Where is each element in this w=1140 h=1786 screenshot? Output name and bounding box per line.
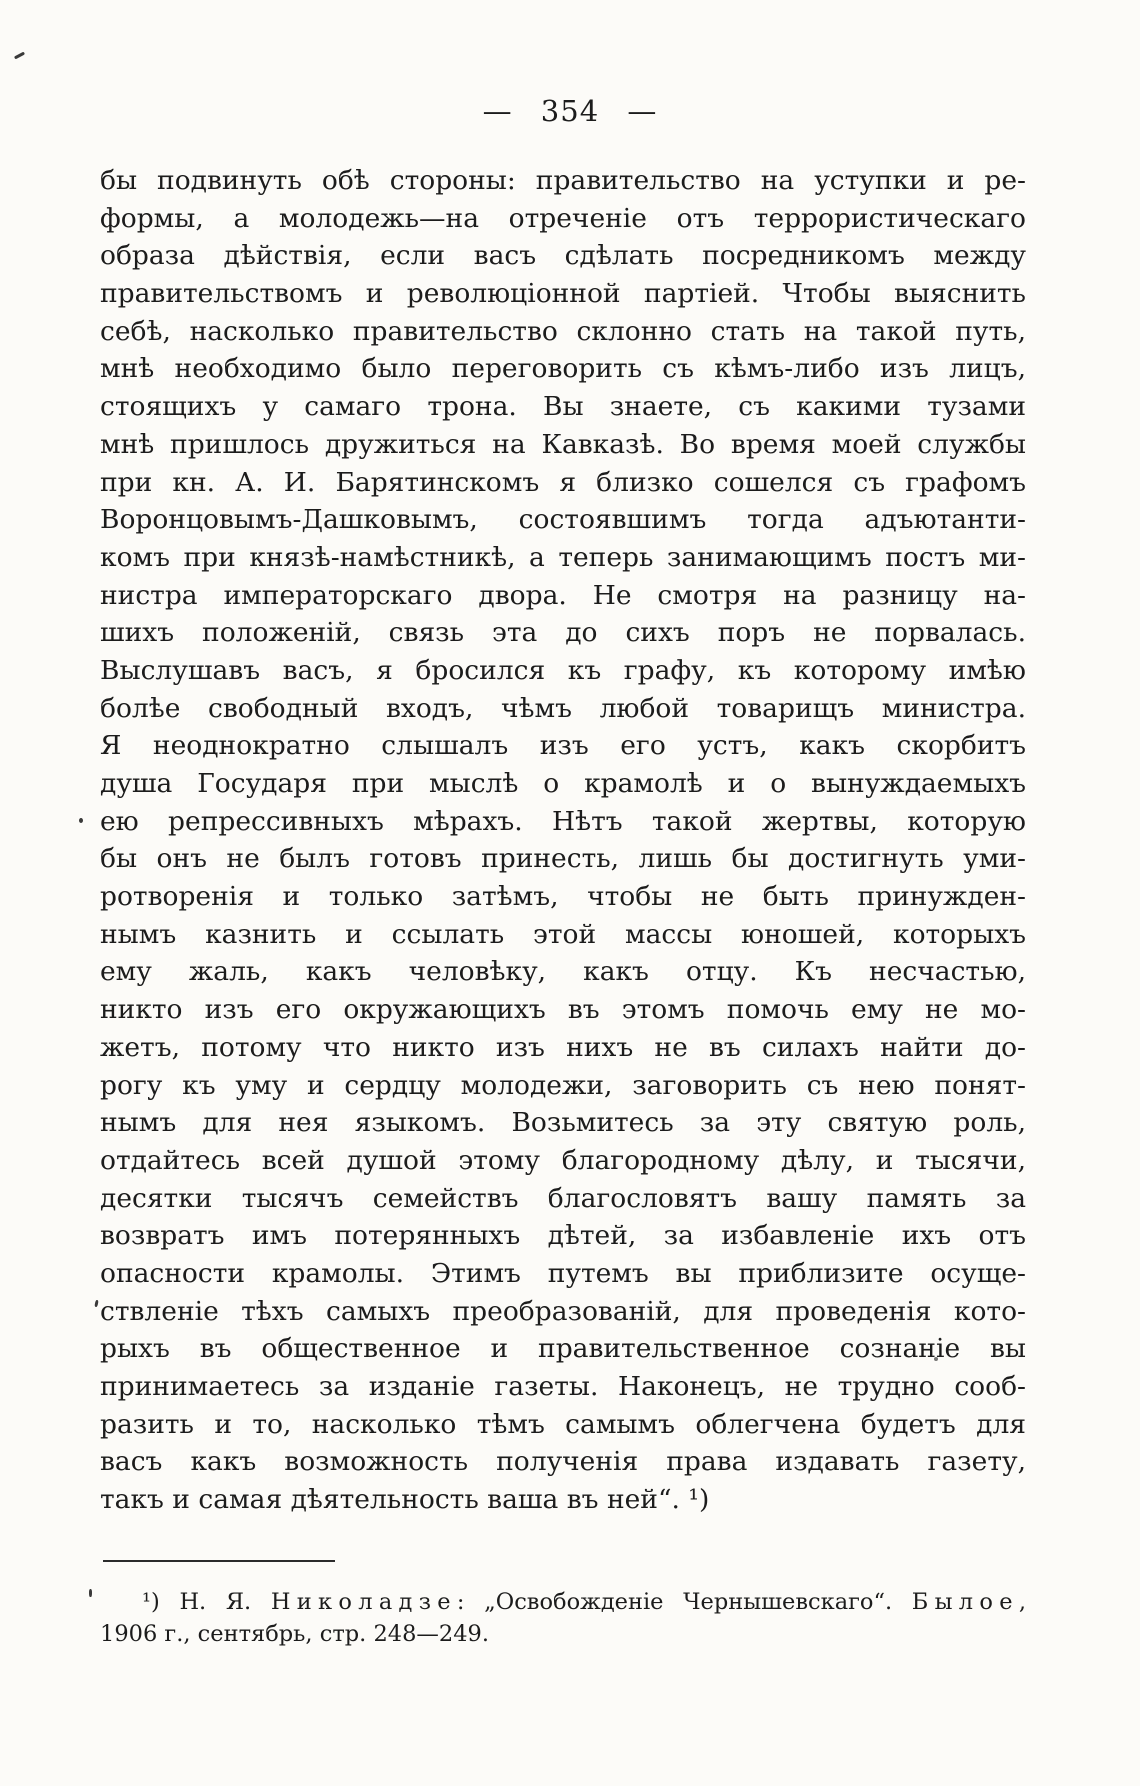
page-body [100, 162, 1026, 1519]
text-line: душа Государя при мыслѣ о крамолѣ и о вынуждаемыхъ [100, 768, 1026, 799]
text-line: ствленіе тѣхъ самыхъ преобразованій, для проведенія кото- [100, 1295, 1026, 1327]
text-line: никто изъ его окружающихъ въ этомъ помочь ему не мо- [100, 994, 1026, 1026]
text-line: бы подвинуть обѣ стороны: правительство на уступки и ре- [100, 165, 1026, 196]
footnote-journal: Былое [911, 1589, 1019, 1615]
text-line: рогу къ уму и сердцу молодежи, заговорить съ нею понят- [100, 1069, 1026, 1101]
text-line: возвратъ имъ потерянныхъ дѣтей, за избавленіе ихъ отъ [100, 1220, 1026, 1252]
scan-artifact [89, 1589, 92, 1597]
text-line: Воронцовымъ-Дашковымъ, состоявшимъ тогда адъютанти- [100, 504, 1026, 536]
text-line: формы, а молодежь—на отреченіе отъ террористическаго [100, 202, 1026, 234]
text-line: бы онъ не былъ готовъ принесть, лишь бы достигнуть уми- [100, 843, 1026, 875]
text-line: мнѣ пришлось дружиться на Кавказѣ. Во время моей службы [100, 428, 1026, 460]
text-line: нымъ для нея языкомъ. Возьмитесь за эту святую роль, [100, 1107, 1026, 1139]
scan-artifact [79, 818, 83, 823]
footnote-divider [103, 1560, 335, 1562]
text-line: принимаетесь за изданіе газеты. Наконецъ, не трудно сооб- [100, 1371, 1026, 1402]
text-line: Выслушавъ васъ, я бросился къ графу, къ которому имѣю [100, 654, 1026, 686]
text-line: жетъ, потому что никто изъ нихъ не въ силахъ найти до- [100, 1031, 1026, 1063]
text-line: мнѣ необходимо было переговорить съ кѣмъ-либо изъ лицъ, [100, 353, 1026, 385]
text-line: при кн. А. И. Барятинскомъ я близко сошелся съ графомъ [100, 466, 1026, 498]
text-line: нымъ казнить и ссылать этой массы юношей, которыхъ [100, 918, 1026, 950]
footnote-line: 1906 г., сентябрь, стр. 248—249. [100, 1621, 490, 1647]
text-line: ему жаль, какъ человѣку, какъ отцу. Къ несчастью, [100, 956, 1026, 988]
footnote-text: : „Освобожденіе Чернышевскаго“. [456, 1589, 912, 1615]
text-line: опасности крамолы. Этимъ путемъ вы приблизите осуще- [100, 1257, 1026, 1289]
text-line: десятки тысячъ семействъ благословятъ вашу память за [100, 1182, 1026, 1214]
text-line: такъ и самая дѣятельность ваша въ ней“. ¹) [100, 1484, 710, 1516]
text-line: ею репрессивныхъ мѣрахъ. Нѣтъ такой жертвы, которую [100, 805, 1026, 837]
text-line: васъ какъ возможность полученія права издавать газету, [100, 1446, 1026, 1478]
text-line: шихъ положеній, связь эта до сихъ поръ не порвалась. [100, 617, 1026, 649]
text-line: стоящихъ у самаго трона. Вы знаете, съ какими тузами [100, 391, 1026, 423]
text-line: правительствомъ и революціонной партіей. Чтобы выяснить [100, 278, 1026, 310]
text-line: образа дѣйствія, если васъ сдѣлать посредникомъ между [100, 240, 1026, 272]
scan-artifact [94, 1300, 98, 1307]
footnote-author: Николадзе [270, 1589, 457, 1615]
text-line: болѣе свободный входъ, чѣмъ любой товарищъ министра. [100, 692, 1026, 724]
footnote-line [100, 1586, 1026, 1618]
text-line: себѣ, насколько правительство склонно стать на такой путь, [100, 315, 1026, 347]
text-line: ротворенія и только затѣмъ, чтобы не быть принужден- [100, 881, 1026, 913]
text-line: разить и то, насколько тѣмъ самымъ облегчена будетъ для [100, 1408, 1026, 1440]
text-line: комъ при князѣ-намѣстникѣ, а теперь занимающимъ постъ ми- [100, 541, 1026, 573]
footnote-text: , [1018, 1589, 1027, 1615]
footnote-text: Н. Я. [179, 1589, 271, 1615]
text-line: нистра императорскаго двора. Не смотря на разницу на- [100, 579, 1026, 611]
footnote [100, 1586, 1026, 1650]
text-line: рыхъ въ общественное и правительственное сознаніе вы [100, 1333, 1026, 1365]
footnote-marker: ¹) [142, 1589, 180, 1615]
text-line: Я неоднократно слышалъ изъ его устъ, какъ скорбитъ [100, 730, 1026, 762]
scan-artifact [14, 52, 25, 60]
page-number: — 354 — [482, 94, 658, 128]
text-line: отдайтесь всей душой этому благородному дѣлу, и тысячи, [100, 1144, 1026, 1176]
